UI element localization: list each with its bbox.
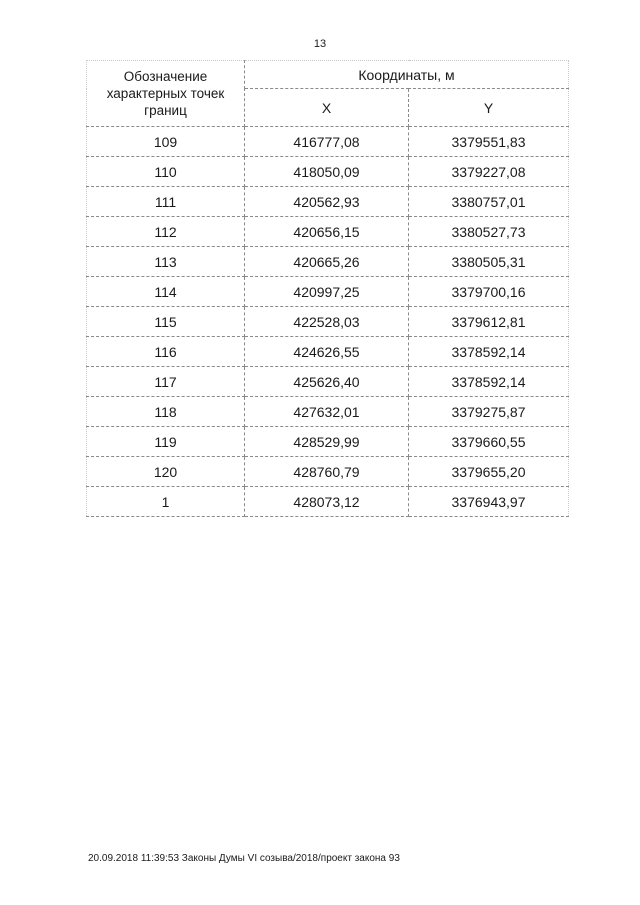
point-cell: 120 bbox=[87, 457, 245, 487]
y-cell: 3379700,16 bbox=[409, 277, 569, 307]
table-row bbox=[87, 337, 569, 367]
y-header: Y bbox=[409, 89, 569, 127]
x-cell: 420997,25 bbox=[245, 277, 409, 307]
table-row bbox=[87, 157, 569, 187]
x-header: X bbox=[245, 89, 409, 127]
table-row bbox=[87, 187, 569, 217]
y-cell: 3378592,14 bbox=[409, 367, 569, 397]
table-row bbox=[87, 247, 569, 277]
y-cell: 3379655,20 bbox=[409, 457, 569, 487]
coordinates-table bbox=[86, 60, 569, 517]
point-cell: 116 bbox=[87, 337, 245, 367]
point-cell: 113 bbox=[87, 247, 245, 277]
y-cell: 3376943,97 bbox=[409, 487, 569, 517]
point-cell: 118 bbox=[87, 397, 245, 427]
x-cell: 420656,15 bbox=[245, 217, 409, 247]
table-row bbox=[87, 427, 569, 457]
table-row bbox=[87, 487, 569, 517]
x-cell: 420562,93 bbox=[245, 187, 409, 217]
point-cell: 111 bbox=[87, 187, 245, 217]
point-cell: 109 bbox=[87, 127, 245, 157]
y-cell: 3380527,73 bbox=[409, 217, 569, 247]
x-cell: 428073,12 bbox=[245, 487, 409, 517]
y-cell: 3380505,31 bbox=[409, 247, 569, 277]
table-row bbox=[87, 127, 569, 157]
designation-header: Обозначение характерных точек границ bbox=[87, 61, 245, 127]
x-cell: 422528,03 bbox=[245, 307, 409, 337]
table-row bbox=[87, 307, 569, 337]
y-cell: 3378592,14 bbox=[409, 337, 569, 367]
x-cell: 416777,08 bbox=[245, 127, 409, 157]
x-cell: 428760,79 bbox=[245, 457, 409, 487]
point-cell: 110 bbox=[87, 157, 245, 187]
point-cell: 117 bbox=[87, 367, 245, 397]
point-cell: 114 bbox=[87, 277, 245, 307]
table-row bbox=[87, 457, 569, 487]
table-row bbox=[87, 277, 569, 307]
point-cell: 112 bbox=[87, 217, 245, 247]
point-cell: 115 bbox=[87, 307, 245, 337]
page-number: 13 bbox=[313, 38, 327, 50]
y-cell: 3380757,01 bbox=[409, 187, 569, 217]
footer-document-path: 20.09.2018 11:39:53 Законы Думы VI созыва/2018/проект закона 93 bbox=[88, 853, 400, 864]
point-cell: 1 bbox=[87, 487, 245, 517]
x-cell: 420665,26 bbox=[245, 247, 409, 277]
coordinates-header: Координаты, м bbox=[245, 61, 569, 89]
point-cell: 119 bbox=[87, 427, 245, 457]
x-cell: 428529,99 bbox=[245, 427, 409, 457]
y-cell: 3379660,55 bbox=[409, 427, 569, 457]
y-cell: 3379551,83 bbox=[409, 127, 569, 157]
y-cell: 3379227,08 bbox=[409, 157, 569, 187]
table-row bbox=[87, 217, 569, 247]
table-row bbox=[87, 397, 569, 427]
x-cell: 418050,09 bbox=[245, 157, 409, 187]
x-cell: 427632,01 bbox=[245, 397, 409, 427]
y-cell: 3379612,81 bbox=[409, 307, 569, 337]
y-cell: 3379275,87 bbox=[409, 397, 569, 427]
x-cell: 424626,55 bbox=[245, 337, 409, 367]
x-cell: 425626,40 bbox=[245, 367, 409, 397]
table-row bbox=[87, 367, 569, 397]
